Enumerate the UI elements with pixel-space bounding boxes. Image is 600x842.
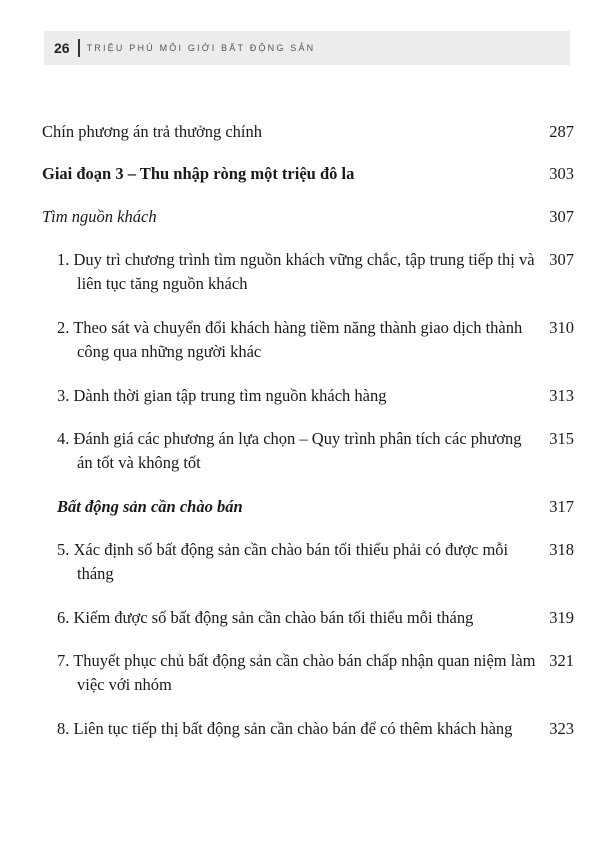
toc-entry-title: Giai đoạn 3 – Thu nhập ròng một triệu đô la [42, 164, 355, 183]
toc-entry-page: 315 [549, 429, 574, 448]
toc-entry-title: 3. Dành thời gian tập trung tìm nguồn khách hàng [57, 386, 387, 405]
toc-entry-title: 7. Thuyết phục chủ bất động sản cần chào bán chấp nhận quan niệm làm việc với nhóm [57, 651, 536, 694]
running-header [44, 31, 570, 65]
toc-entry-title: 8. Liên tục tiếp thị bất động sản cần chào bán để có thêm khách hàng [57, 719, 513, 738]
toc-entry-title: 5. Xác định số bất động sản cần chào bán tối thiểu phải có được mỗi tháng [57, 540, 509, 583]
toc-entry-page: 307 [549, 250, 574, 269]
toc-entry-page: 317 [549, 497, 574, 516]
header-divider [78, 39, 80, 57]
toc-entry-title: Chín phương án trả thưởng chính [42, 122, 263, 141]
toc-entry-page: 319 [549, 608, 574, 627]
toc-entry-title: 4. Đánh giá các phương án lựa chọn – Quy trình phân tích các phương án tốt và không tốt [57, 429, 522, 472]
toc-entry-page: 287 [549, 122, 574, 141]
header-page-number: 26 [54, 40, 70, 56]
toc-entry-title: 6. Kiếm được số bất động sản cần chào bán tối thiểu mỗi tháng [57, 608, 474, 627]
header-book-title: TRIỆU PHÚ MÔI GIỚI BẤT ĐỘNG SẢN [86, 43, 316, 53]
toc-entry-page: 313 [549, 386, 574, 405]
toc-entry-title: Bất động sản cần chào bán [57, 497, 243, 516]
toc-entry-title: 1. Duy trì chương trình tìm nguồn khách vững chắc, tập trung tiếp thị và liên tục tăng nguồn khách [57, 250, 535, 293]
toc-entry-page: 310 [549, 318, 574, 337]
toc-entry-page: 303 [549, 164, 574, 183]
toc-entry-page: 321 [549, 651, 574, 670]
toc-entry-page: 307 [549, 207, 574, 226]
toc-entry-title: Tìm nguồn khách [42, 207, 157, 226]
toc-entry-page: 323 [549, 719, 574, 738]
toc-entry-title: 2. Theo sát và chuyển đổi khách hàng tiềm năng thành giao dịch thành công qua những người khác [57, 318, 523, 361]
toc-entry-page: 318 [549, 540, 574, 559]
